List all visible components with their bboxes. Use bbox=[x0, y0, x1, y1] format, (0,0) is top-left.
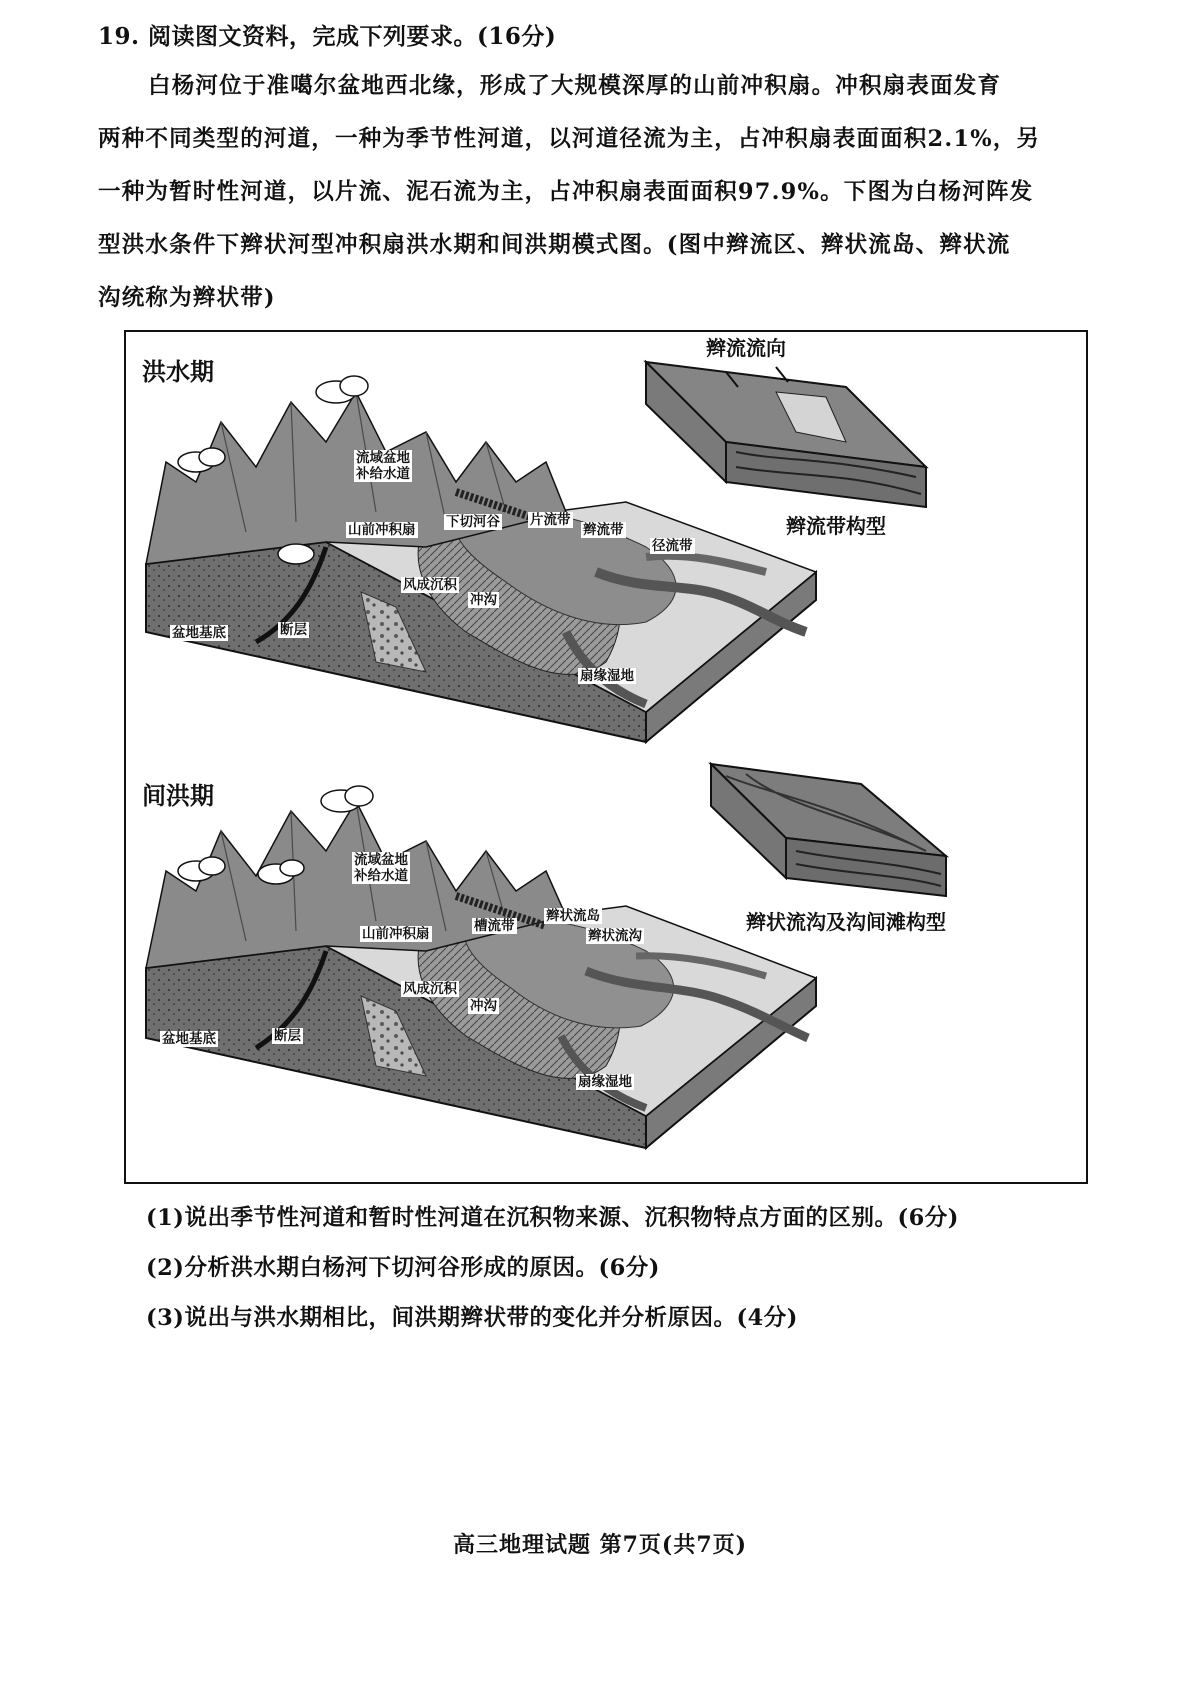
flood-label-fan-wetland: 扇缘湿地 bbox=[580, 668, 634, 684]
flood-label-braided-zone: 辫流带 bbox=[583, 522, 624, 538]
interflood-label-aeolian: 风成沉积 bbox=[403, 981, 457, 997]
interflood-label-piedmont-fan: 山前冲积扇 bbox=[362, 926, 430, 942]
paragraph-line-5: 沟统称为辫状带) bbox=[98, 285, 276, 311]
interflood-label-trough-flow: 槽流带 bbox=[474, 918, 515, 934]
paragraph-line-4: 型洪水条件下辫状河型冲积扇洪水期和间洪期模式图。(图中辫流区、辫状流岛、辫状流 bbox=[98, 232, 1011, 258]
paragraph-line-2: 两种不同类型的河道，一种为季节性河道，以河道径流为主，占冲积扇表面面积2.1%，另 bbox=[98, 126, 1041, 152]
figure-flood-panel bbox=[124, 330, 1088, 760]
interflood-label-fan-wetland: 扇缘湿地 bbox=[578, 1074, 632, 1090]
interflood-inset-caption: 辫状流沟及沟间滩构型 bbox=[746, 910, 946, 934]
interflood-label-fault: 断层 bbox=[274, 1028, 301, 1044]
sub-question-3: (3)说出与洪水期相比，间洪期辫状带的变化并分析原因。(4分) bbox=[146, 1305, 798, 1331]
flood-label-basement: 盆地基底 bbox=[172, 625, 226, 641]
paragraph-line-3: 一种为暂时性河道，以片流、泥石流为主，占冲积扇表面面积97.9%。下图为白杨河阵发 bbox=[98, 179, 1034, 205]
interflood-panel-title: 间洪期 bbox=[142, 781, 214, 810]
flood-inset-top-label: 辫流流向 bbox=[706, 336, 786, 360]
flood-inset-caption: 辫流带构型 bbox=[786, 514, 886, 538]
paragraph-line-1: 白杨河位于准噶尔盆地西北缘，形成了大规模深厚的山前冲积扇。冲积扇表面发育 bbox=[148, 73, 1002, 99]
flood-label-basin-channel: 流域盆地 补给水道 bbox=[356, 450, 410, 482]
flood-label-fault: 断层 bbox=[280, 622, 307, 638]
interflood-block-diagram bbox=[126, 756, 1086, 1182]
flood-panel-title: 洪水期 bbox=[142, 357, 214, 386]
flood-label-gully: 冲沟 bbox=[470, 592, 497, 608]
page-footer: 高三地理试题 第7页(共7页) bbox=[452, 1532, 748, 1558]
interflood-label-basement: 盆地基底 bbox=[162, 1031, 216, 1047]
interflood-label-basin-channel: 流域盆地 补给水道 bbox=[354, 852, 408, 884]
flood-label-aeolian: 风成沉积 bbox=[403, 577, 457, 593]
question-title: 19. 阅读图文资料，完成下列要求。(16分) bbox=[98, 23, 557, 50]
interflood-label-gully: 冲沟 bbox=[470, 998, 497, 1014]
interflood-label-braided-island: 辫状流岛 bbox=[546, 908, 600, 924]
flood-label-piedmont-fan: 山前冲积扇 bbox=[348, 522, 416, 538]
interflood-label-braided-ditch: 辫状流沟 bbox=[588, 928, 642, 944]
sub-question-2: (2)分析洪水期白杨河下切河谷形成的原因。(6分) bbox=[146, 1255, 660, 1281]
flood-block-diagram bbox=[126, 332, 1086, 758]
sub-question-1: (1)说出季节性河道和暂时性河道在沉积物来源、沉积物特点方面的区别。(6分) bbox=[146, 1205, 959, 1231]
flood-label-sheet-flow: 片流带 bbox=[530, 512, 571, 528]
flood-label-runoff-zone: 径流带 bbox=[652, 538, 693, 554]
figure-interflood-panel bbox=[124, 756, 1088, 1184]
flood-label-incised-valley: 下切河谷 bbox=[446, 514, 500, 530]
